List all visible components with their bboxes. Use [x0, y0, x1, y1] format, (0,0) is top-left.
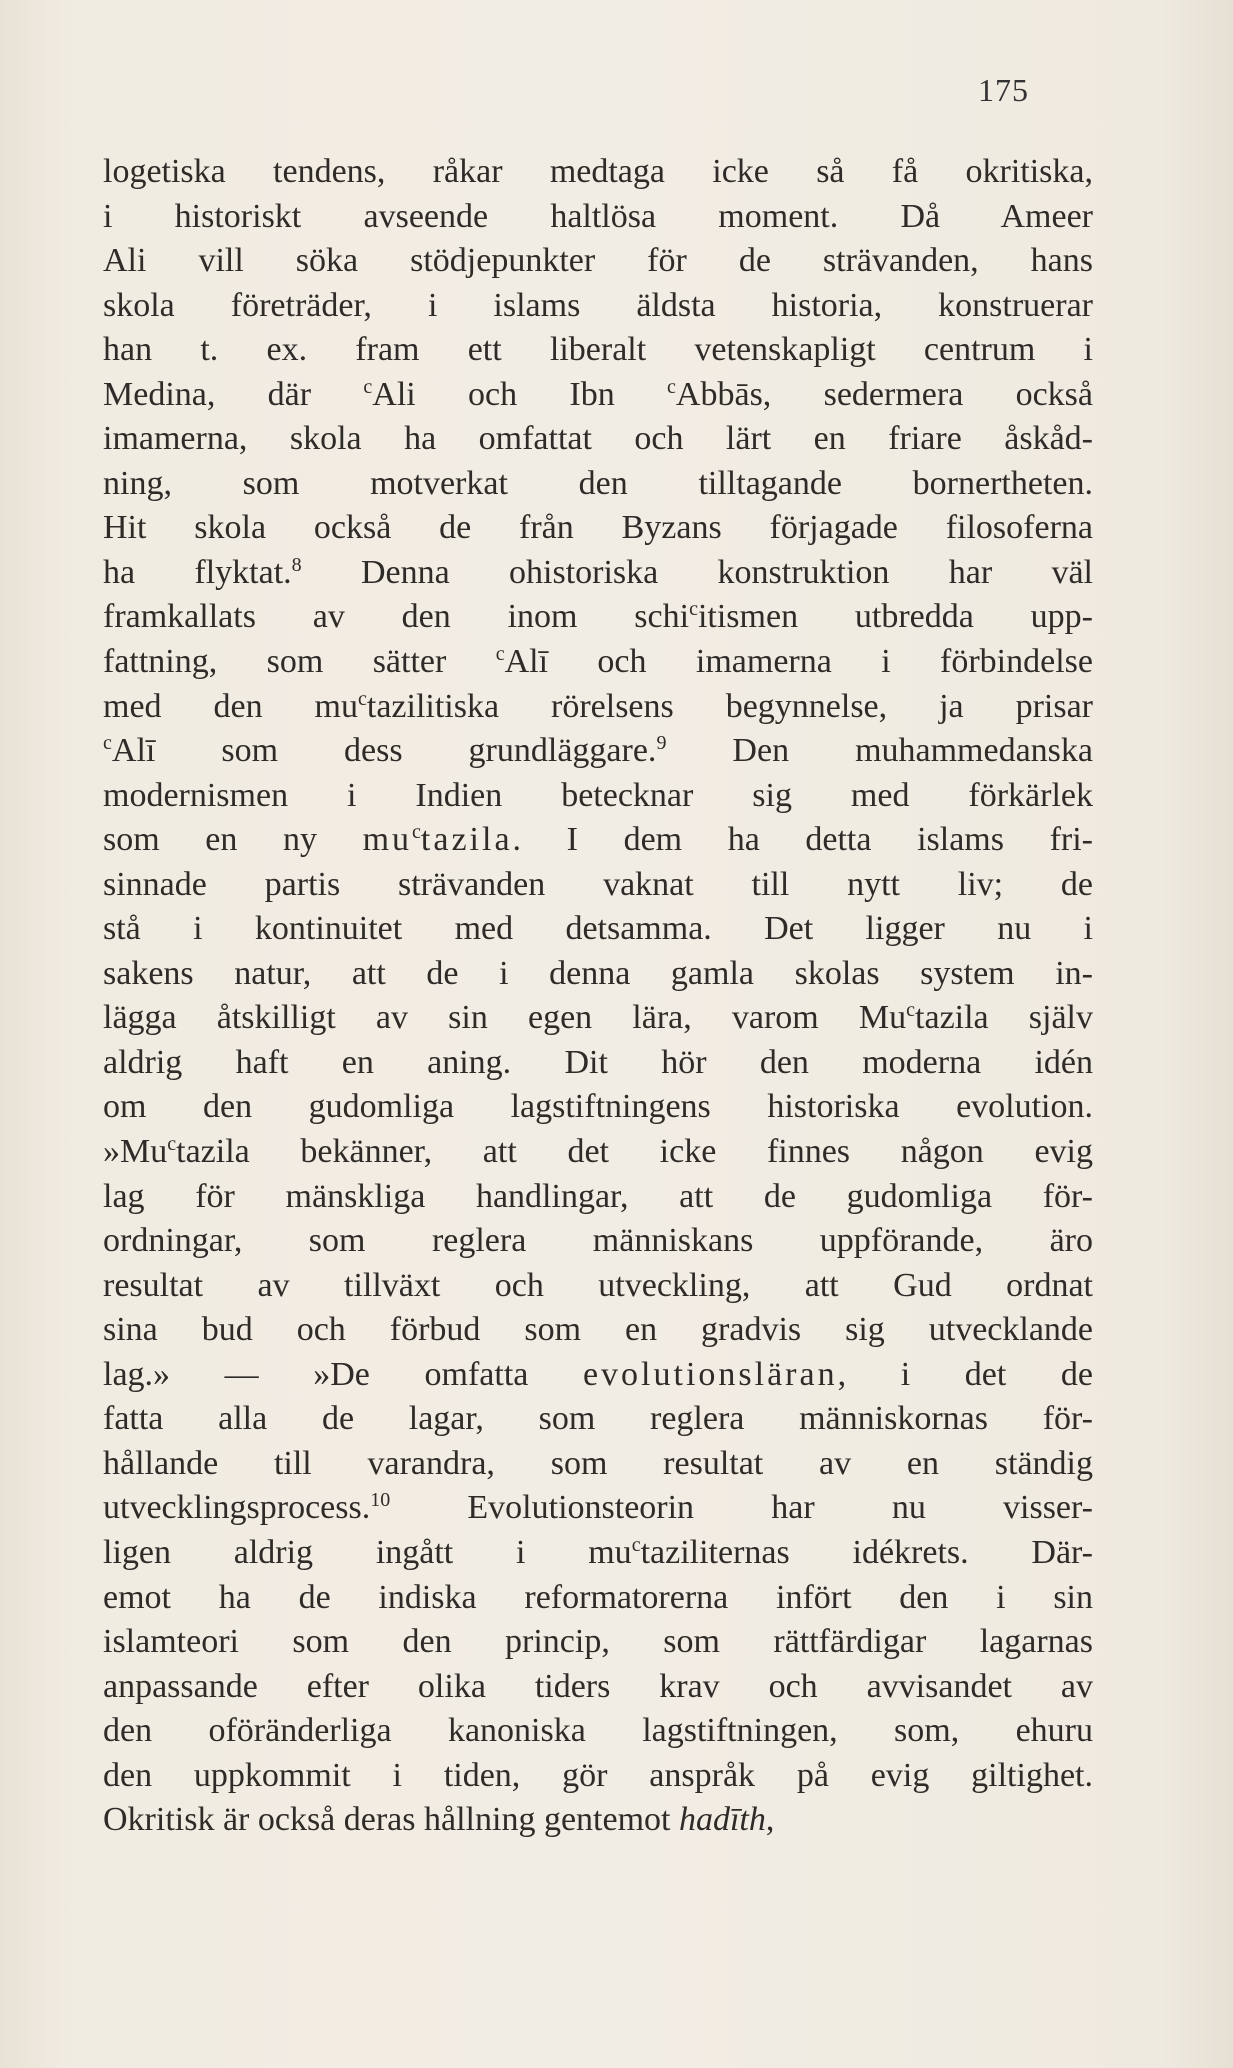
- text-segment: stå i kontinuitet med detsamma. Det ligger nu i: [103, 910, 1093, 948]
- superscript: 10: [370, 1489, 391, 1512]
- text-line: [103, 907, 1093, 952]
- text-segment: ,: [765, 1801, 775, 1839]
- text-line: [103, 1130, 1093, 1175]
- superscript: c: [412, 821, 421, 844]
- text-segment: Hit skola också de från Byzans förjagade filosoferna: [103, 509, 1093, 547]
- text-line: [103, 1264, 1093, 1309]
- text-line: [103, 996, 1093, 1041]
- text-line: [103, 1620, 1093, 1665]
- text-line: [103, 774, 1093, 819]
- superscript: c: [357, 687, 367, 710]
- text-line: [103, 1531, 1093, 1576]
- text-segment: med den mu: [103, 687, 358, 725]
- text-line: [103, 1085, 1093, 1130]
- text-line: [103, 952, 1093, 997]
- text-segment: modernismen i Indien betecknar sig med förkärlek: [103, 776, 1093, 814]
- text-segment: den oföränderliga kanoniska lagstiftningen, som, ehuru: [103, 1712, 1093, 1750]
- text-segment: Ali och Ibn: [372, 375, 668, 413]
- text-line: [103, 1353, 1093, 1398]
- text-line: [103, 1041, 1093, 1086]
- text-segment: Alī och imamerna i förbindelse: [504, 643, 1093, 681]
- text-line: [103, 239, 1093, 284]
- text-line: [103, 863, 1093, 908]
- text-segment: som en ny: [103, 821, 363, 859]
- superscript: c: [906, 999, 916, 1022]
- superscript: c: [495, 643, 505, 666]
- text-line: [103, 462, 1093, 507]
- page-number: 175: [978, 72, 1029, 108]
- text-segment: ordningar, som reglera människans uppförande, äro: [103, 1222, 1093, 1260]
- text-line: [103, 1798, 1093, 1843]
- text-segment: »Mu: [103, 1133, 168, 1171]
- text-segment: resultat av tillväxt och utveckling, att Gud ordnat: [103, 1266, 1093, 1304]
- text-segment: framkallats av den inom schi: [103, 598, 690, 636]
- text-segment: Den muhammedanska: [666, 732, 1094, 770]
- text-segment: Alī som dess grundläggare.: [111, 732, 657, 770]
- text-line: [103, 729, 1093, 774]
- text-segment: utvecklingsprocess.: [103, 1489, 371, 1527]
- spaced-emphasis: mu: [362, 821, 413, 859]
- superscript: 8: [291, 553, 302, 576]
- italic-term: hadīth: [678, 1801, 766, 1839]
- text-segment: hållande till varandra, som resultat av en ständig: [103, 1444, 1093, 1482]
- text-segment: fatta alla de lagar, som reglera människornas för-: [103, 1400, 1093, 1438]
- text-segment: han t. ex. fram ett liberalt vetenskapligt centrum i: [103, 331, 1093, 369]
- text-line: [103, 150, 1093, 195]
- text-segment: sina bud och förbud som en gradvis sig utvecklande: [103, 1311, 1093, 1349]
- text-segment: tazila själv: [915, 999, 1094, 1037]
- text-segment: fattning, som sätter: [103, 643, 496, 681]
- text-segment: lägga åtskilligt av sin egen lära, varom Mu: [103, 999, 907, 1037]
- text-segment: Ali vill söka stödjepunkter för de strävanden, hans: [103, 242, 1093, 280]
- text-line: [103, 1486, 1093, 1531]
- text-segment: tazila bekänner, att det icke finnes någon evig: [176, 1133, 1093, 1171]
- text-segment: itismen utbredda upp-: [697, 598, 1093, 636]
- text-segment: Medina, där: [103, 375, 364, 413]
- text-line: [103, 1308, 1093, 1353]
- superscript: c: [631, 1533, 641, 1556]
- superscript: 9: [656, 732, 667, 755]
- text-line: [103, 640, 1093, 685]
- text-line: [103, 417, 1093, 462]
- text-line: [103, 1754, 1093, 1799]
- text-segment: imamerna, skola ha omfattat och lärt en friare åskåd-: [103, 420, 1093, 458]
- text-segment: tazilitiska rörelsens begynnelse, ja prisar: [366, 687, 1093, 725]
- text-segment: i historiskt avseende haltlösa moment. Då Ameer: [103, 197, 1093, 235]
- text-line: [103, 818, 1093, 863]
- text-line: [103, 1219, 1093, 1264]
- text-line: [103, 1665, 1093, 1710]
- superscript: c: [103, 732, 112, 755]
- spaced-emphasis: tazila: [420, 821, 513, 859]
- superscript: c: [667, 375, 676, 398]
- text-segment: sakens natur, att de i denna gamla skolas system in-: [103, 954, 1093, 992]
- superscript: c: [167, 1133, 177, 1156]
- text-segment: ligen aldrig ingått i mu: [103, 1533, 632, 1571]
- text-segment: . I dem ha detta islams fri-: [512, 821, 1093, 859]
- spaced-emphasis: evolutionsläran: [582, 1355, 838, 1393]
- text-segment: lag för mänskliga handlingar, att de gudomliga för-: [103, 1177, 1093, 1215]
- superscript: c: [363, 375, 373, 398]
- text-line: [103, 1175, 1093, 1220]
- text-line: [103, 284, 1093, 329]
- text-segment: emot ha de indiska reformatorerna infört den i sin: [103, 1578, 1093, 1616]
- text-segment: aldrig haft en aning. Dit hör den moderna idén: [103, 1043, 1093, 1081]
- text-line: [103, 1576, 1093, 1621]
- text-line: [103, 1709, 1093, 1754]
- text-segment: Abbās, sedermera också: [675, 375, 1093, 413]
- text-segment: lag.» — »De omfatta: [103, 1355, 583, 1393]
- text-segment: Okritisk är också deras hållning gentemot: [103, 1801, 679, 1839]
- text-segment: Denna ohistoriska konstruktion har väl: [301, 553, 1093, 591]
- text-segment: om den gudomliga lagstiftningens historiska evolution.: [103, 1088, 1093, 1126]
- text-line: [103, 595, 1093, 640]
- text-segment: sinnade partis strävanden vaknat till nytt liv; de: [103, 865, 1093, 903]
- text-line: [103, 506, 1093, 551]
- text-segment: ning, som motverkat den tilltagande bornertheten.: [103, 464, 1093, 502]
- text-segment: taziliternas idékrets. Där-: [640, 1533, 1093, 1571]
- text-segment: anpassande efter olika tiders krav och avvisandet av: [103, 1667, 1093, 1705]
- text-segment: logetiska tendens, råkar medtaga icke så få okritiska,: [103, 153, 1093, 190]
- superscript: c: [689, 598, 698, 621]
- text-segment: den uppkommit i tiden, gör anspråk på evig giltighet.: [103, 1756, 1093, 1794]
- body-text: [103, 150, 1093, 1843]
- text-line: [103, 373, 1093, 418]
- text-line: [103, 1442, 1093, 1487]
- text-line: [103, 685, 1093, 730]
- text-line: [103, 328, 1093, 373]
- text-line: [103, 195, 1093, 240]
- text-line: [103, 1397, 1093, 1442]
- text-segment: , i det de: [837, 1355, 1093, 1393]
- text-segment: islamteori som den princip, som rättfärdigar lagarnas: [103, 1623, 1093, 1661]
- text-segment: Evolutionsteorin har nu visser-: [390, 1489, 1093, 1527]
- text-segment: skola företräder, i islams äldsta historia, konstruerar: [103, 286, 1093, 324]
- text-segment: ha flyktat.: [103, 553, 292, 591]
- text-line: [103, 551, 1093, 596]
